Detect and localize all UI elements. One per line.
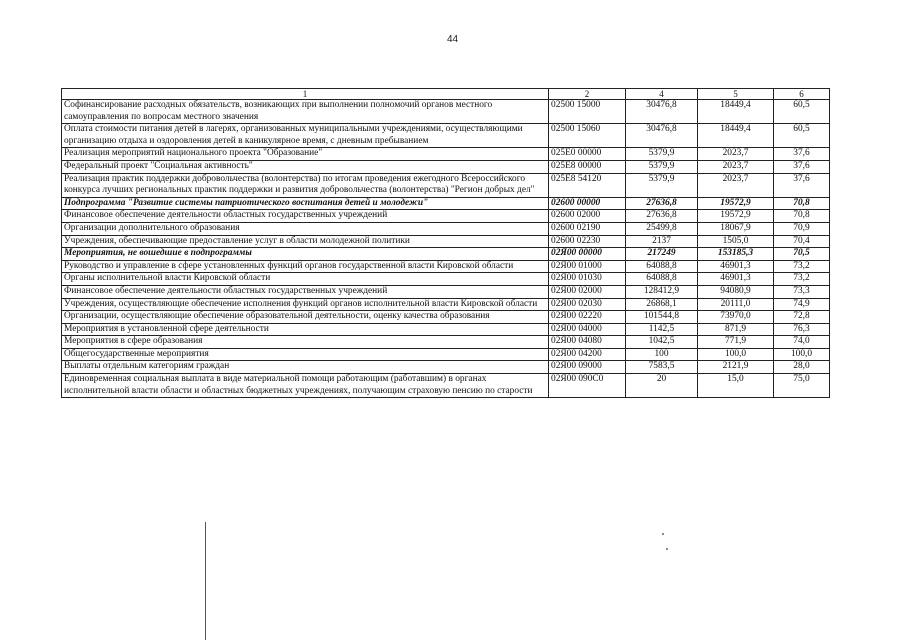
row-percent-cell: 70,5 <box>774 248 830 261</box>
row-code-cell: 02600 02190 <box>549 222 626 235</box>
row-name-cell: Мероприятия в сфере образования <box>62 336 549 349</box>
table-row <box>62 273 830 286</box>
row-name-cell: Учреждения, обеспечивающие предоставление услуг в области молодежной политики <box>62 235 549 248</box>
scan-artifact-dot <box>662 533 664 535</box>
row-percent-cell: 37,6 <box>774 173 830 197</box>
row-plan-cell: 2137 <box>626 235 698 248</box>
row-code-cell: 02Я00 090С0 <box>549 374 626 398</box>
row-fact-cell: 2023,7 <box>698 160 774 173</box>
row-plan-cell: 30476,8 <box>626 124 698 148</box>
row-percent-cell: 73,2 <box>774 260 830 273</box>
row-code-cell: 02Я00 09000 <box>549 361 626 374</box>
row-code-cell: 02600 00000 <box>549 197 626 210</box>
table-row <box>62 260 830 273</box>
row-plan-cell: 25499,8 <box>626 222 698 235</box>
table-row <box>62 173 830 197</box>
row-plan-cell: 26868,1 <box>626 298 698 311</box>
row-code-cell: 02500 15000 <box>549 100 626 124</box>
row-percent-cell: 74,9 <box>774 298 830 311</box>
row-fact-cell: 15,0 <box>698 374 774 398</box>
row-percent-cell: 37,6 <box>774 148 830 161</box>
row-name-cell: Финансовое обеспечение деятельности областных государственных учреждений <box>62 285 549 298</box>
row-code-cell: 02600 02000 <box>549 210 626 223</box>
row-code-cell: 02600 02230 <box>549 235 626 248</box>
table-row <box>62 285 830 298</box>
row-code-cell: 025Е8 54120 <box>549 173 626 197</box>
budget-execution-table <box>61 88 830 398</box>
table-row <box>62 235 830 248</box>
row-name-cell: Оплата стоимости питания детей в лагерях, организованных муниципальными учреждениями, осуществляющими организацию отдыха и оздоровления детей в каникулярное время, с дневным пребыванием <box>62 124 549 148</box>
row-percent-cell: 37,6 <box>774 160 830 173</box>
row-name-cell: Руководство и управление в сфере установленных функций органов государственной власти Кировской области <box>62 260 549 273</box>
table-row <box>62 222 830 235</box>
row-percent-cell: 73,2 <box>774 273 830 286</box>
row-plan-cell: 20 <box>626 374 698 398</box>
table-header-row <box>62 89 830 100</box>
row-plan-cell: 64088,8 <box>626 273 698 286</box>
row-name-cell: Мероприятия в установленной сфере деятельности <box>62 323 549 336</box>
row-percent-cell: 72,8 <box>774 311 830 324</box>
row-plan-cell: 128412,9 <box>626 285 698 298</box>
header-cell-name: 1 <box>62 89 549 100</box>
row-fact-cell: 19572,9 <box>698 210 774 223</box>
row-code-cell: 02500 15060 <box>549 124 626 148</box>
row-fact-cell: 46901,3 <box>698 273 774 286</box>
row-name-cell: Выплаты отдельным категориям граждан <box>62 361 549 374</box>
row-fact-cell: 2023,7 <box>698 173 774 197</box>
row-fact-cell: 100,0 <box>698 348 774 361</box>
row-plan-cell: 100 <box>626 348 698 361</box>
row-name-cell: Реализация практик поддержки добровольчества (волонтерства) по итогам проведения ежегодного Всероссийского конкурса лучших региональных практик поддержки и развития добровольчества (волонтерства) "Регион добрых дел" <box>62 173 549 197</box>
row-code-cell: 02Я00 01000 <box>549 260 626 273</box>
header-cell-fact: 5 <box>698 89 774 100</box>
row-fact-cell: 18449,4 <box>698 124 774 148</box>
row-code-cell: 02Я00 02000 <box>549 285 626 298</box>
table-row <box>62 298 830 311</box>
row-percent-cell: 60,5 <box>774 124 830 148</box>
row-plan-cell: 64088,8 <box>626 260 698 273</box>
row-fact-cell: 871,9 <box>698 323 774 336</box>
row-name-cell: Софинансирование расходных обязательств, возникающих при выполнении полномочий органов местного самоуправления по вопросам местного значения <box>62 100 549 124</box>
row-percent-cell: 70,8 <box>774 197 830 210</box>
row-code-cell: 02Я00 01030 <box>549 273 626 286</box>
row-plan-cell: 5379,9 <box>626 173 698 197</box>
row-fact-cell: 46901,3 <box>698 260 774 273</box>
table-row <box>62 210 830 223</box>
row-fact-cell: 18067,9 <box>698 222 774 235</box>
scan-artifact-dot <box>666 548 668 550</box>
table-row <box>62 100 830 124</box>
row-percent-cell: 76,3 <box>774 323 830 336</box>
header-cell-code: 2 <box>549 89 626 100</box>
scan-artifact-line <box>205 522 206 640</box>
row-fact-cell: 2121,9 <box>698 361 774 374</box>
row-fact-cell: 73970,0 <box>698 311 774 324</box>
row-code-cell: 02Я00 02030 <box>549 298 626 311</box>
header-cell-plan: 4 <box>626 89 698 100</box>
table-row <box>62 361 830 374</box>
row-percent-cell: 28,0 <box>774 361 830 374</box>
row-code-cell: 025Е8 00000 <box>549 160 626 173</box>
row-percent-cell: 100,0 <box>774 348 830 361</box>
row-name-cell: Реализация мероприятий национального проекта "Образование" <box>62 148 549 161</box>
row-code-cell: 02Я00 04200 <box>549 348 626 361</box>
row-name-cell: Учреждения, осуществляющие обеспечение исполнения функций органов исполнительной власти Кировской области <box>62 298 549 311</box>
table-row <box>62 336 830 349</box>
row-fact-cell: 20111,0 <box>698 298 774 311</box>
row-name-cell: Финансовое обеспечение деятельности областных государственных учреждений <box>62 210 549 223</box>
row-name-cell: Органы исполнительной власти Кировской области <box>62 273 549 286</box>
row-percent-cell: 73,3 <box>774 285 830 298</box>
table-row <box>62 124 830 148</box>
row-code-cell: 02Я00 04080 <box>549 336 626 349</box>
row-plan-cell: 30476,8 <box>626 100 698 124</box>
row-name-cell: Единовременная социальная выплата в виде материальной помощи работающим (работавшим) в органах исполнительной власти области и областных бюджетных учреждениях, получающим страховую пенсию по старости <box>62 374 549 398</box>
table-row <box>62 323 830 336</box>
row-percent-cell: 70,4 <box>774 235 830 248</box>
row-code-cell: 02Я00 00000 <box>549 248 626 261</box>
row-plan-cell: 27636,8 <box>626 197 698 210</box>
row-fact-cell: 1505,0 <box>698 235 774 248</box>
table-row <box>62 348 830 361</box>
row-name-cell: Организации дополнительного образования <box>62 222 549 235</box>
row-fact-cell: 2023,7 <box>698 148 774 161</box>
row-plan-cell: 27636,8 <box>626 210 698 223</box>
row-code-cell: 025Е0 00000 <box>549 148 626 161</box>
row-plan-cell: 7583,5 <box>626 361 698 374</box>
table-row-subprogram <box>62 197 830 210</box>
row-fact-cell: 771,9 <box>698 336 774 349</box>
row-percent-cell: 70,8 <box>774 210 830 223</box>
row-code-cell: 02Я00 02220 <box>549 311 626 324</box>
row-plan-cell: 5379,9 <box>626 148 698 161</box>
row-name-cell: Подпрограмма "Развитие системы патриотического воспитания детей и молодежи" <box>62 197 549 210</box>
row-fact-cell: 153185,3 <box>698 248 774 261</box>
row-name-cell: Организации, осуществляющие обеспечение образовательной деятельности, оценку качества образования <box>62 311 549 324</box>
row-percent-cell: 60,5 <box>774 100 830 124</box>
table-row <box>62 160 830 173</box>
table-row <box>62 148 830 161</box>
row-plan-cell: 217249 <box>626 248 698 261</box>
row-fact-cell: 18449,4 <box>698 100 774 124</box>
row-plan-cell: 101544,8 <box>626 311 698 324</box>
row-fact-cell: 19572,9 <box>698 197 774 210</box>
header-cell-percent: 6 <box>774 89 830 100</box>
row-fact-cell: 94080,9 <box>698 285 774 298</box>
row-plan-cell: 1042,5 <box>626 336 698 349</box>
page-number: 44 <box>446 34 459 45</box>
row-percent-cell: 74,0 <box>774 336 830 349</box>
row-name-cell: Общегосударственные мероприятия <box>62 348 549 361</box>
row-plan-cell: 1142,5 <box>626 323 698 336</box>
row-code-cell: 02Я00 04000 <box>549 323 626 336</box>
row-name-cell: Мероприятия, не вошедшие в подпрограммы <box>62 248 549 261</box>
row-name-cell: Федеральный проект "Социальная активность" <box>62 160 549 173</box>
table-row-subprogram <box>62 248 830 261</box>
row-percent-cell: 75,0 <box>774 374 830 398</box>
row-percent-cell: 70,9 <box>774 222 830 235</box>
row-plan-cell: 5379,9 <box>626 160 698 173</box>
table-row <box>62 311 830 324</box>
table-row <box>62 374 830 398</box>
